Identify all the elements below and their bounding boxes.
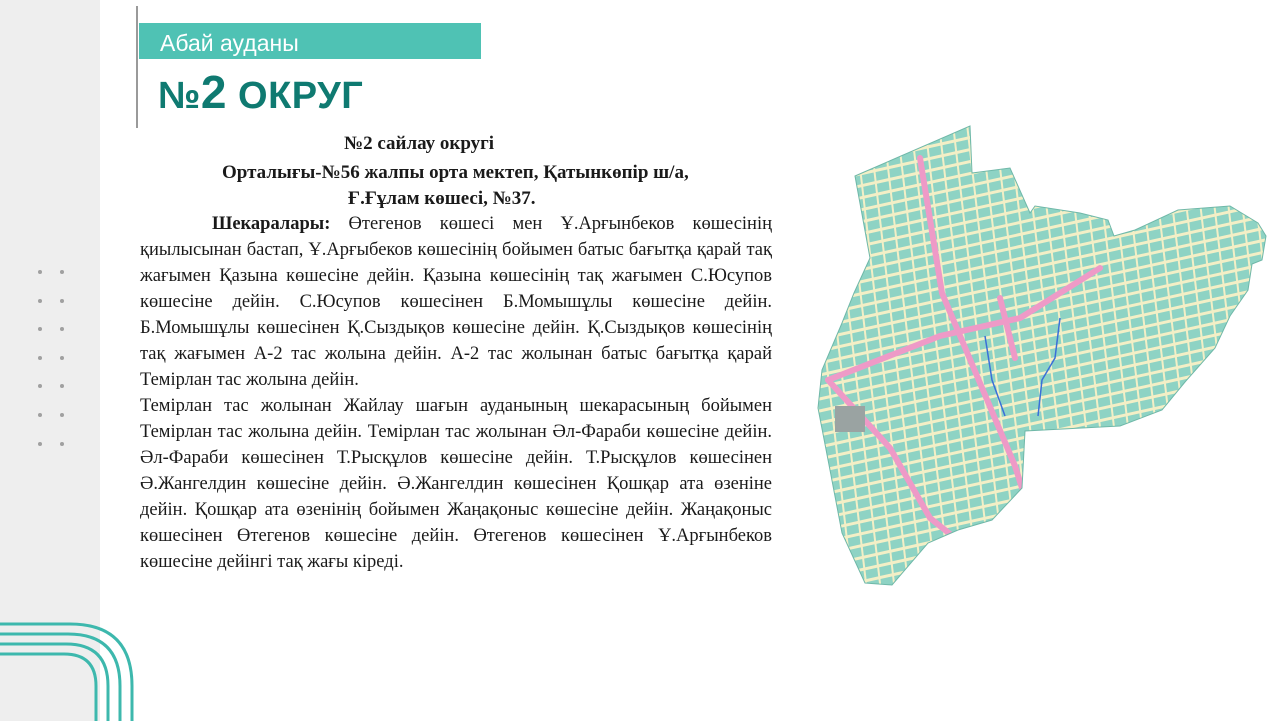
header-divider-line xyxy=(136,6,138,128)
map-street xyxy=(810,118,1270,134)
map-district-fill xyxy=(810,118,1270,593)
center-line-1: Орталығы-№56 жалпы орта мектеп, Қатынкөпір ш/а, xyxy=(222,162,689,183)
decorative-arcs xyxy=(0,600,200,721)
map-street xyxy=(1216,118,1270,593)
borders-description xyxy=(140,211,772,575)
okrug-title xyxy=(158,66,363,122)
decorative-dot-grid xyxy=(30,262,70,462)
okrug-number: 2 xyxy=(200,66,227,118)
map-street xyxy=(810,118,1270,122)
district-title: Абай ауданы xyxy=(160,30,299,56)
borders-paragraph-1 xyxy=(140,211,772,393)
map-street xyxy=(810,118,1270,158)
map-street xyxy=(810,118,1270,170)
map-street xyxy=(810,118,828,593)
map-street xyxy=(810,118,814,593)
borders-label: Шекаралары: xyxy=(212,214,331,234)
map-street xyxy=(1202,118,1262,593)
district-map xyxy=(810,118,1270,593)
map-street xyxy=(1258,118,1270,593)
map-street xyxy=(1230,118,1270,593)
center-line-2: Ғ.Ғұлам көшесі, №37. xyxy=(348,188,536,209)
okrug-word: ОКРУГ xyxy=(226,75,364,117)
map-street xyxy=(1244,118,1270,593)
document-title: №2 сайлау округі xyxy=(344,133,495,154)
borders-text-1: Өтегенов көшесі мен Ұ.Арғынбеков көшесінің қиылысынан бастап, Ұ.Арғыбеков көшесінің бойымен батыс бағытқа қарай тақ жағымен Қазына көшесіне дейін. Қазына көшесінің тақ жағымен С.Юсупов көшесіне дейін. С.Юсупов көшесінен Б.Момышұлы көшесіне дейін. Б.Момышұлы көшесінен Қ.Сыздықов көшесіне дейін. Қ.Сыздықов көшесінің тақ жағымен А-2 тас жолына дейін. А-2 тас жолынан батыс бағытқа қарай Темірлан тас жолына дейін. xyxy=(140,214,772,390)
map-street xyxy=(810,590,1270,593)
map-landmark xyxy=(835,406,865,432)
borders-paragraph-2: Темірлан тас жолынан Жайлау шағын ауданының шекарасының бойымен Темірлан тас жолына дейін. Темірлан тас жолынан Әл-Фараби көшесіне дейін. Әл-Фараби көшесінен Т.Рысқұлов көшесіне дейін. Т.Рысқұлов көшесінен Ә.Жангелдин көшесіне дейін. Ә.Жангелдин көшесінен Қошқар ата өзеніне дейін. Қошқар ата өзенінің бойымен Жаңақоныс көшесіне дейін. Жаңақоныс көшесінен Өтегенов көшесіне дейін. Өтегенов көшесінен Ұ.Арғынбеков көшесіне дейінгі тақ жағы кіреді. xyxy=(140,396,772,572)
map-street xyxy=(810,118,1270,146)
okrug-prefix: № xyxy=(158,75,201,117)
